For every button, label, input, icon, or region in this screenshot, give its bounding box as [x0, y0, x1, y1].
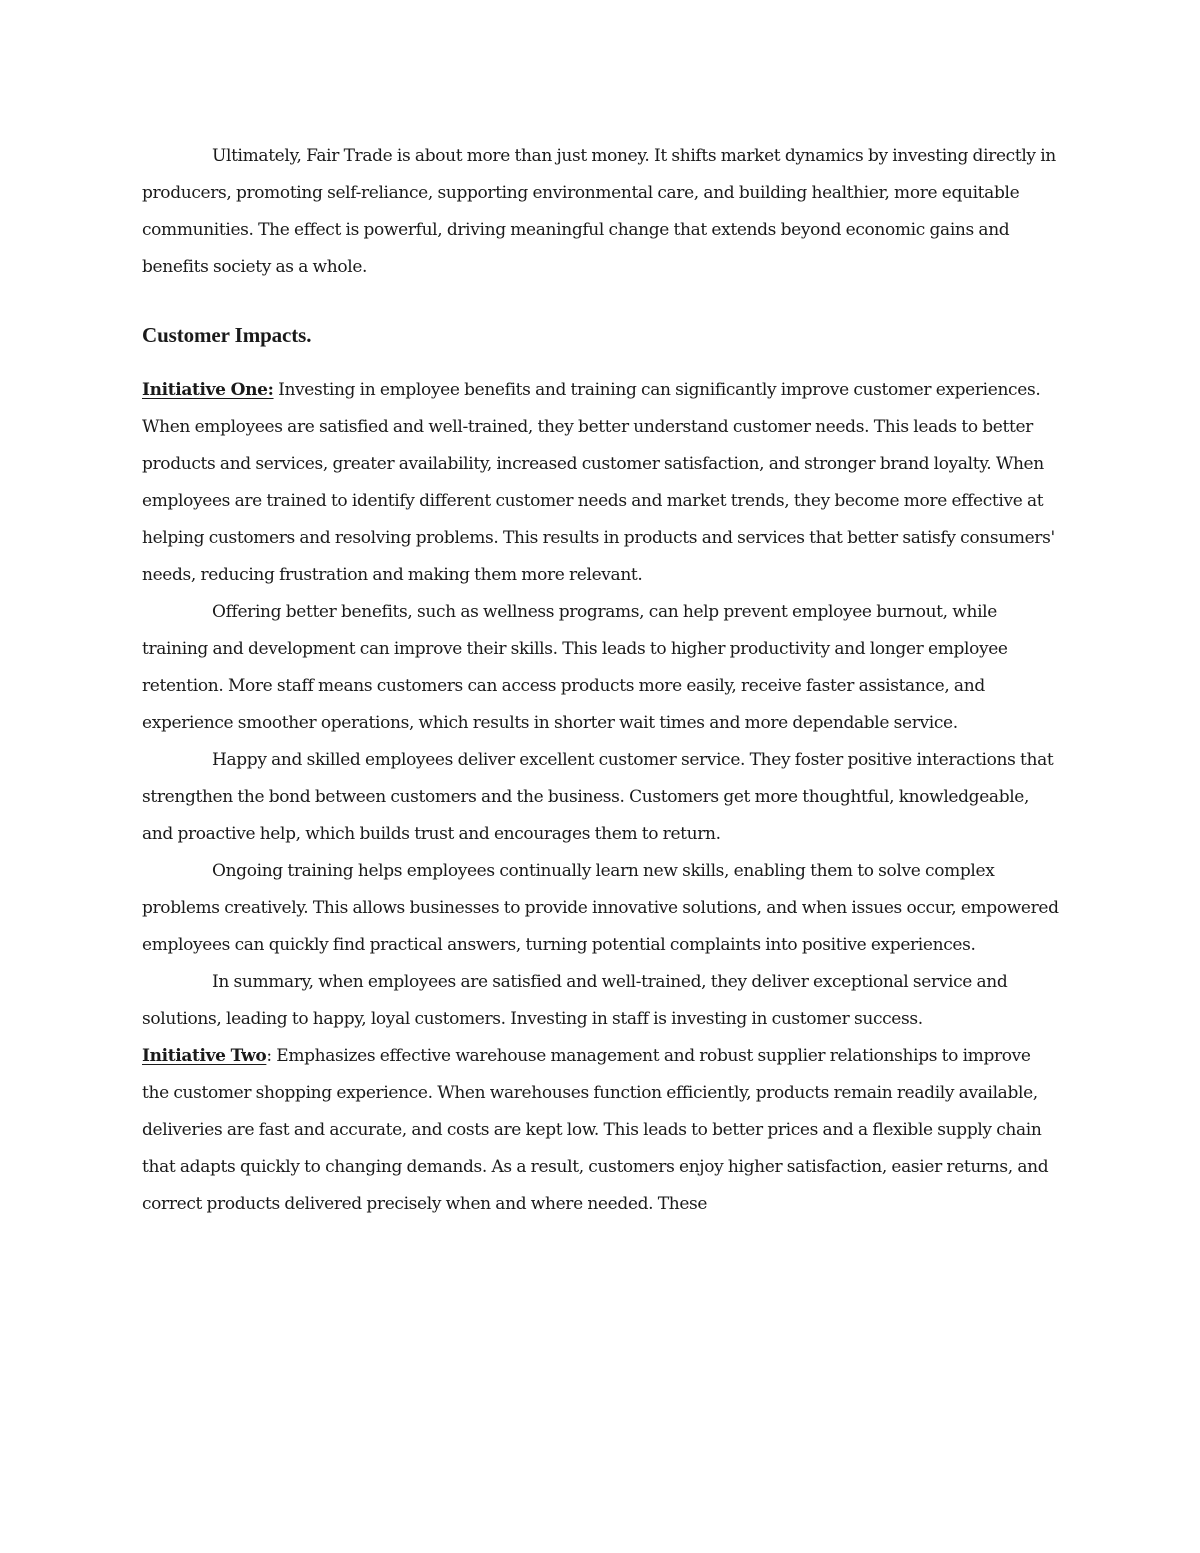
paragraph-fair-trade: Ultimately, Fair Trade is about more than just money. It shifts market dynamics by investing directly in producers, promoting self-reliance, supporting environmental care, and building healthier, more equitable communities. The effect is powerful, driving meaningful change that extends beyond economic gains and benefits society as a whole. [142, 146, 1056, 277]
initiative-two-label: Initiative Two [142, 1046, 267, 1066]
initiative-one-text: Investing in employee benefits and training can significantly improve customer experiences. When employees are satisfied and well-trained, they better understand customer needs. This leads to better products and services, greater availability, increased customer satisfaction, and stronger brand loyalty. When employees are trained to identify different customer needs and market trends, they become more effective at helping customers and resolving problems. This results in products and services that better satisfy consumers' needs, reducing frustration and making them more relevant. [142, 380, 1055, 585]
paragraph-summary: In summary, when employees are satisfied and well-trained, they deliver exceptional service and solutions, leading to happy, loyal customers. Investing in staff is investing in customer success. [142, 972, 1008, 1029]
initiative-two-text: : Emphasizes effective warehouse management and robust supplier relationships to improve the customer shopping experience. When warehouses function efficiently, products remain readily available, deliveries are fast and accurate, and costs are kept low. This leads to better prices and a flexible supply chain that adapts quickly to changing demands. As a result, customers enjoy higher satisfaction, easier returns, and correct products delivered precisely when and where needed. These [142, 1046, 1049, 1214]
paragraph-initiative-one [142, 372, 1060, 594]
section-heading-customer-impacts: Customer Impacts. [142, 323, 312, 347]
paragraph-skilled-employees: Happy and skilled employees deliver excellent customer service. They foster positive interactions that strengthen the bond between customers and the business. Customers get more thoughtful, knowledgeable, and proactive help, which builds trust and encourages them to return. [142, 750, 1054, 844]
paragraph-initiative-two [142, 1038, 1060, 1223]
paragraph-ongoing-training: Ongoing training helps employees continually learn new skills, enabling them to solve complex problems creatively. This allows businesses to provide innovative solutions, and when issues occur, empowered employees can quickly find practical answers, turning potential complaints into positive experiences. [142, 861, 1059, 955]
paragraph-benefits: Offering better benefits, such as wellness programs, can help prevent employee burnout, while training and development can improve their skills. This leads to higher productivity and longer employee retention. More staff means customers can access products more easily, receive faster assistance, and experience smoother operations, which results in shorter wait times and more dependable service. [142, 602, 1008, 733]
document-body [142, 138, 1060, 1223]
initiative-one-label: Initiative One: [142, 380, 274, 400]
